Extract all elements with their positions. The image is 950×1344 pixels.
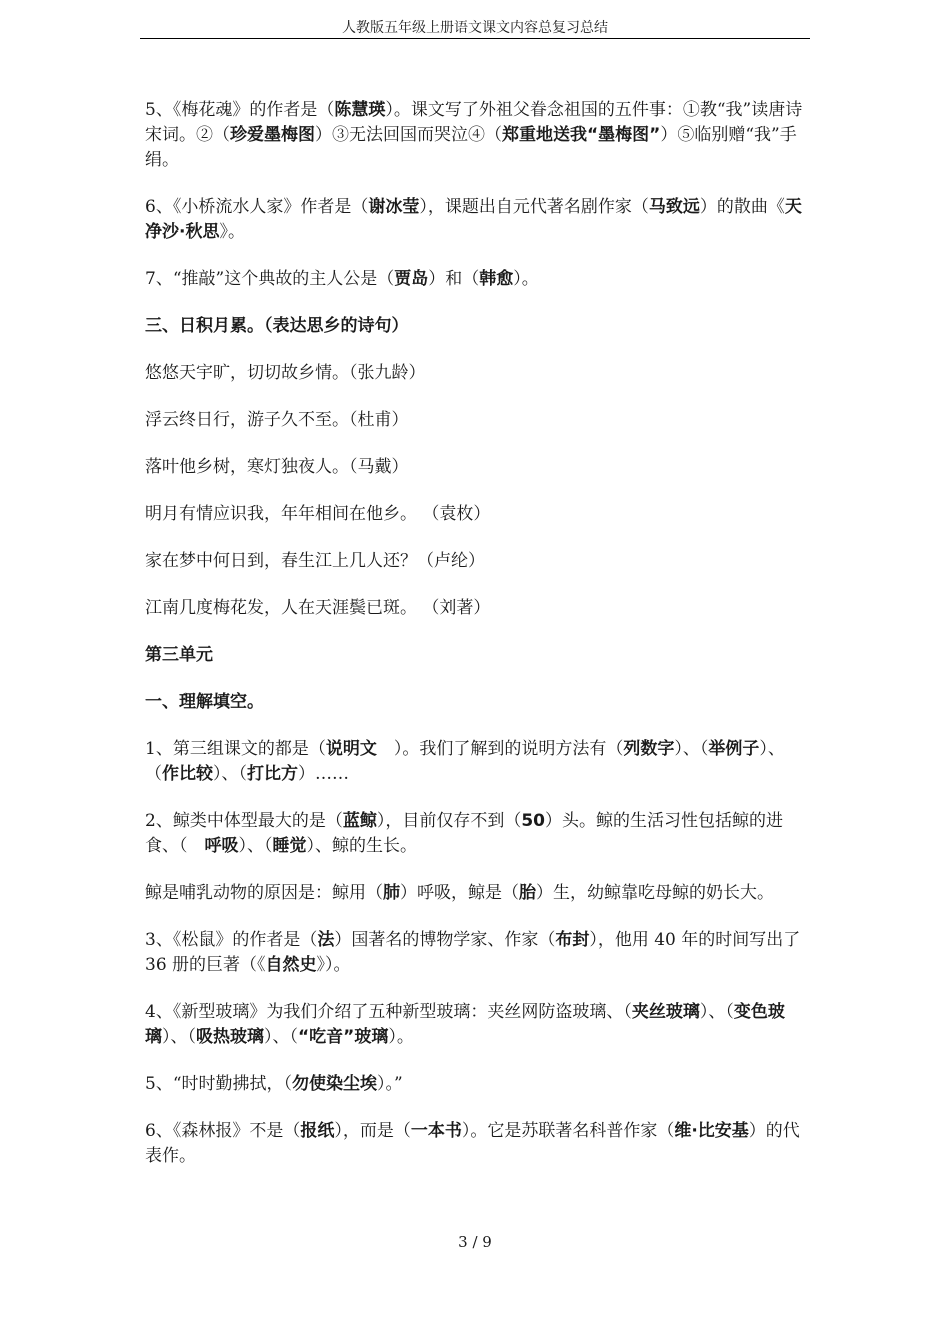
text-paragraph <box>145 267 810 292</box>
text-paragraph <box>145 361 810 386</box>
answer-text: 自然史 <box>265 955 317 975</box>
text-run: ）和（ <box>428 269 480 289</box>
text-run: ）。” <box>377 1074 403 1094</box>
text-run: 1、第三组课文的都是（ <box>145 739 326 759</box>
text-run: ）、（ <box>213 764 247 784</box>
text-run: 一、理解填空。 <box>145 692 264 712</box>
text-run: 家在梦中何日到，春生江上几人还？（卢纶） <box>145 551 485 571</box>
text-run: ）、鲸的生长。 <box>306 836 417 856</box>
text-run: 》。 <box>219 222 245 242</box>
text-paragraph <box>145 195 810 245</box>
text-run: ）、（ <box>264 1027 298 1047</box>
text-run: 5、《梅花魂》的作者是（ <box>145 100 335 120</box>
text-run: 6、《小桥流水人家》作者是（ <box>145 197 369 217</box>
text-paragraph <box>145 549 810 574</box>
text-run: ）、（ <box>699 1002 734 1022</box>
answer-text: 列数字 <box>623 739 675 759</box>
text-paragraph <box>145 1072 810 1097</box>
text-run: ）、（ <box>145 739 785 784</box>
answer-text: 作比较 <box>162 764 213 784</box>
text-run: 三、日积月累。（表达思乡的诗句） <box>145 316 409 336</box>
text-paragraph <box>145 408 810 433</box>
text-run: ）的散曲《 <box>699 197 785 217</box>
text-paragraph <box>145 809 810 859</box>
text-run: ）。它是苏联著名科普作家（ <box>461 1121 675 1141</box>
text-run: 2、鲸类中体型最大的是（ <box>145 811 343 831</box>
answer-text: 报纸 <box>300 1121 335 1141</box>
text-run: 悠悠天宇旷，切切故乡情。（张九龄） <box>145 363 426 383</box>
answer-text: 胎 <box>519 883 536 903</box>
text-run: 4、《新型玻璃》为我们介绍了五种新型玻璃：夹丝网防盗玻璃、（ <box>145 1002 632 1022</box>
text-paragraph <box>145 502 810 527</box>
answer-text: 天净沙·秋思 <box>145 197 802 242</box>
text-run: 鲸是哺乳动物的原因是：鲸用（ <box>145 883 383 903</box>
answer-text: 贾岛 <box>394 269 429 289</box>
answer-text: 韩愈 <box>479 269 514 289</box>
text-paragraph <box>145 596 810 621</box>
text-run: 7、“推敲”这个典故的主人公是（ <box>145 269 395 289</box>
text-run: ）。 <box>513 269 539 289</box>
text-paragraph <box>145 737 810 787</box>
text-run: 》）。 <box>316 955 351 975</box>
answer-text: 吸热玻璃 <box>196 1027 264 1047</box>
text-paragraph <box>145 881 810 906</box>
answer-text: 举例子 <box>708 739 760 759</box>
text-run: ）的代表作。 <box>145 1121 800 1166</box>
text-run: ）。课文写了外祖父眷念祖国的五件事：①教“我”读唐诗宋词。②（ <box>145 100 803 145</box>
answer-text: 郑重地送我“墨梅图” <box>502 125 661 145</box>
answer-text: 打比方 <box>247 764 298 784</box>
text-run: ），他用 40 年的时间写出了 36 册的巨著（《 <box>145 930 801 975</box>
text-paragraph <box>145 1000 810 1050</box>
text-paragraph <box>145 1119 810 1169</box>
text-run: ）头。鲸的生活习性包括鲸的进食、（ <box>145 811 783 856</box>
answer-text: 马致远 <box>648 197 700 217</box>
answer-text: “吃音”玻璃 <box>298 1027 389 1047</box>
answer-text: 陈慧瑛 <box>334 100 386 120</box>
answer-text: 呼吸 <box>204 836 239 856</box>
document-body <box>145 98 810 1191</box>
text-paragraph <box>145 98 810 173</box>
text-run: 6、《森林报》不是（ <box>145 1121 301 1141</box>
text-run: ）、（ <box>674 739 709 759</box>
answer-text: 夹丝玻璃 <box>631 1002 700 1022</box>
answer-text: 勿使染尘埃 <box>292 1074 378 1094</box>
section-heading <box>145 314 810 339</box>
answer-text: 维·比安基 <box>674 1121 749 1141</box>
text-run: ）国著名的博物学家、作家（ <box>334 930 556 950</box>
text-run: ）。 <box>388 1027 414 1047</box>
page-header-title: 人教版五年级上册语文课文内容总复习总结 <box>342 20 608 36</box>
text-run: ）、（ <box>238 836 273 856</box>
answer-text: 50 <box>521 811 545 831</box>
text-run: ）…… <box>298 764 349 784</box>
text-run: 3、《松鼠》的作者是（ <box>145 930 318 950</box>
answer-text: 谢冰莹 <box>368 197 420 217</box>
text-run: ），而是（ <box>334 1121 411 1141</box>
text-run: ）③无法回国而哭泣④（ <box>315 125 502 145</box>
text-run: ）。我们了解到的说明方法有（ <box>376 739 624 759</box>
text-run: ），课题出自元代著名剧作家（ <box>419 197 649 217</box>
answer-text: 蓝鲸 <box>342 811 377 831</box>
answer-text: 说明文 <box>325 739 377 759</box>
text-run: 明月有情应识我，年年相间在他乡。 （袁枚） <box>145 504 491 524</box>
text-paragraph <box>145 455 810 480</box>
answer-text: 一本书 <box>410 1121 462 1141</box>
answer-text: 布封 <box>555 930 590 950</box>
page-number: 3 / 9 <box>458 1233 492 1251</box>
text-run: ）、（ <box>162 1027 196 1047</box>
text-run: ），目前仅存不到（ <box>376 811 522 831</box>
answer-text: 肺 <box>383 883 400 903</box>
text-run: 浮云终日行，游子久不至。（杜甫） <box>145 410 409 430</box>
section-heading <box>145 643 810 668</box>
header-divider <box>140 38 810 39</box>
text-run: ）⑤临别赠“我”手绢。 <box>145 125 797 170</box>
answer-text: 睡觉 <box>272 836 307 856</box>
answer-text: 法 <box>317 930 335 950</box>
text-run: 江南几度梅花发，人在天涯鬓已斑。 （刘著） <box>145 598 491 618</box>
text-run: 5、“时时勤拂拭，（ <box>145 1074 293 1094</box>
text-paragraph <box>145 928 810 978</box>
text-run: ）呼吸，鲸是（ <box>400 883 519 903</box>
text-run: 第三单元 <box>145 645 213 665</box>
section-heading <box>145 690 810 715</box>
text-run: 落叶他乡树，寒灯独夜人。（马戴） <box>145 457 409 477</box>
answer-text: 变色玻璃 <box>145 1002 785 1047</box>
answer-text: 珍爱墨梅图 <box>230 125 315 145</box>
text-run: ）生，幼鲸靠吃母鲸的奶长大。 <box>536 883 774 903</box>
